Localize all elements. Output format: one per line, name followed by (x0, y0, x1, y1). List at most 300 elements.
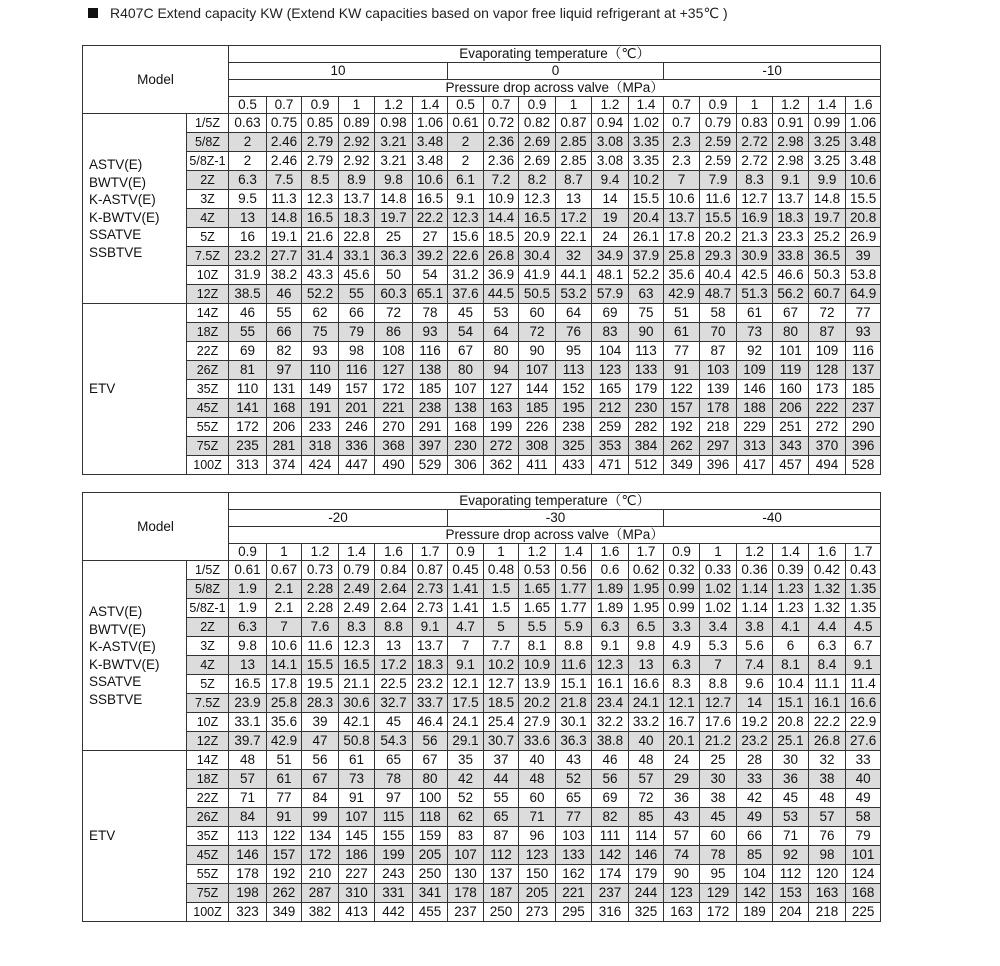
capacity-value-cell: 2.98 (773, 133, 809, 152)
capacity-value-cell: 42.9 (664, 285, 700, 304)
table-row (83, 209, 881, 228)
capacity-value-cell: 113 (629, 342, 664, 361)
pressure-value-header: 1.6 (809, 544, 846, 561)
capacity-value-cell: 75 (629, 304, 664, 323)
capacity-value-cell: 5.5 (519, 618, 556, 637)
capacity-value-cell: 2.46 (267, 152, 302, 171)
capacity-value-cell: 48.1 (592, 266, 629, 285)
pressure-value-header: 1.2 (737, 544, 773, 561)
capacity-value-cell: 23.2 (737, 732, 773, 751)
capacity-value-cell: 35 (448, 751, 484, 770)
capacity-value-cell: 20.8 (773, 713, 809, 732)
capacity-value-cell: 101 (846, 846, 881, 865)
capacity-value-cell: 157 (339, 380, 375, 399)
capacity-value-cell: 13 (375, 637, 413, 656)
pressure-value-header: 1.2 (519, 544, 556, 561)
capacity-value-cell: 113 (556, 361, 592, 380)
capacity-value-cell: 7.7 (484, 637, 519, 656)
capacity-value-cell: 90 (519, 342, 556, 361)
capacity-value-cell: 142 (592, 846, 629, 865)
capacity-value-cell: 1.35 (846, 580, 881, 599)
capacity-value-cell: 69 (592, 789, 629, 808)
model-size-cell: 14Z (187, 751, 229, 770)
capacity-value-cell: 7.2 (484, 171, 519, 190)
capacity-value-cell: 72 (629, 789, 664, 808)
capacity-value-cell: 35.6 (267, 713, 302, 732)
model-size-cell: 75Z (187, 884, 229, 903)
model-group-line: K-ASTV(E) (89, 192, 156, 207)
model-group-line: SSATVE (89, 674, 142, 689)
capacity-value-cell: 9.5 (229, 190, 267, 209)
capacity-value-cell: 1.14 (737, 599, 773, 618)
capacity-value-cell: 295 (556, 903, 592, 922)
capacity-value-cell: 0.36 (737, 561, 773, 580)
capacity-value-cell: 14 (592, 190, 629, 209)
capacity-value-cell: 71 (229, 789, 267, 808)
capacity-value-cell: 0.99 (664, 580, 700, 599)
capacity-value-cell: 24 (592, 228, 629, 247)
capacity-value-cell: 9.1 (413, 618, 448, 637)
capacity-value-cell: 55 (229, 323, 267, 342)
capacity-value-cell: 79 (339, 323, 375, 342)
capacity-value-cell: 3.8 (737, 618, 773, 637)
capacity-value-cell: 27 (413, 228, 448, 247)
temperature-header: -20 (229, 510, 448, 527)
capacity-value-cell: 43 (556, 751, 592, 770)
capacity-value-cell: 84 (302, 789, 339, 808)
capacity-value-cell: 163 (484, 399, 519, 418)
capacity-value-cell: 8.7 (556, 171, 592, 190)
capacity-value-cell: 50.8 (339, 732, 375, 751)
capacity-value-cell: 5 (484, 618, 519, 637)
capacity-value-cell: 47 (302, 732, 339, 751)
capacity-value-cell: 4.5 (846, 618, 881, 637)
capacity-value-cell: 2.69 (519, 133, 556, 152)
pressure-value-header: 0.9 (519, 97, 556, 114)
capacity-value-cell: 325 (556, 437, 592, 456)
capacity-value-cell: 42 (448, 770, 484, 789)
capacity-value-cell: 2.3 (664, 152, 700, 171)
capacity-value-cell: 199 (375, 846, 413, 865)
capacity-value-cell: 12.1 (448, 675, 484, 694)
capacity-value-cell: 172 (229, 418, 267, 437)
capacity-value-cell: 157 (267, 846, 302, 865)
capacity-value-cell: 133 (629, 361, 664, 380)
capacity-value-cell: 13.9 (519, 675, 556, 694)
capacity-value-cell: 115 (375, 808, 413, 827)
capacity-value-cell: 54 (413, 266, 448, 285)
capacity-value-cell: 94 (484, 361, 519, 380)
capacity-value-cell: 11.1 (809, 675, 846, 694)
capacity-value-cell: 0.82 (519, 114, 556, 133)
capacity-value-cell: 457 (773, 456, 809, 475)
capacity-value-cell: 287 (302, 884, 339, 903)
capacity-value-cell: 19.1 (267, 228, 302, 247)
capacity-value-cell: 128 (809, 361, 846, 380)
pressure-value-header: 1.7 (413, 544, 448, 561)
capacity-value-cell: 34.9 (592, 247, 629, 266)
pressure-drop-header: Pressure drop across valve（MPa） (229, 527, 881, 544)
model-group-line: K-BWTV(E) (89, 209, 160, 225)
capacity-value-cell: 25 (700, 751, 737, 770)
capacity-value-cell: 53 (773, 808, 809, 827)
capacity-value-cell: 36.9 (484, 266, 519, 285)
model-size-cell: 1/5Z (187, 114, 229, 133)
capacity-value-cell: 19.7 (375, 209, 413, 228)
capacity-value-cell: 42.1 (339, 713, 375, 732)
capacity-value-cell: 1.02 (700, 599, 737, 618)
capacity-value-cell: 66 (737, 827, 773, 846)
capacity-value-cell: 2.49 (339, 580, 375, 599)
capacity-value-cell: 221 (375, 399, 413, 418)
capacity-value-cell: 87 (484, 827, 519, 846)
capacity-value-cell: 104 (737, 865, 773, 884)
capacity-value-cell: 155 (375, 827, 413, 846)
capacity-value-cell: 57 (809, 808, 846, 827)
model-size-cell: 12Z (187, 285, 229, 304)
capacity-value-cell: 76 (809, 827, 846, 846)
capacity-value-cell: 33.2 (629, 713, 664, 732)
capacity-value-cell: 0.72 (484, 114, 519, 133)
capacity-value-cell: 3.25 (809, 133, 846, 152)
table-row (83, 713, 881, 732)
capacity-value-cell: 39 (302, 713, 339, 732)
capacity-value-cell: 69 (592, 304, 629, 323)
capacity-value-cell: 50.3 (809, 266, 846, 285)
capacity-value-cell: 29.1 (448, 732, 484, 751)
capacity-value-cell: 1.14 (737, 580, 773, 599)
capacity-value-cell: 222 (809, 399, 846, 418)
capacity-value-cell: 8.2 (519, 171, 556, 190)
capacity-value-cell: 70 (700, 323, 737, 342)
capacity-value-cell: 396 (700, 456, 737, 475)
capacity-value-cell: 29 (664, 770, 700, 789)
temperature-header: 10 (229, 63, 448, 80)
capacity-value-cell: 118 (413, 808, 448, 827)
capacity-value-cell: 20.9 (519, 228, 556, 247)
capacity-value-cell: 67 (773, 304, 809, 323)
capacity-value-cell: 316 (592, 903, 629, 922)
pressure-value-header: 0.9 (664, 544, 700, 561)
capacity-value-cell: 2.73 (413, 599, 448, 618)
capacity-value-cell: 10.9 (519, 656, 556, 675)
capacity-value-cell: 36.5 (809, 247, 846, 266)
pressure-value-header: 1 (339, 97, 375, 114)
capacity-value-cell: 103 (700, 361, 737, 380)
capacity-value-cell: 12.3 (448, 209, 484, 228)
capacity-value-cell: 310 (339, 884, 375, 903)
model-size-cell: 4Z (187, 209, 229, 228)
capacity-value-cell: 146 (629, 846, 664, 865)
capacity-value-cell: 0.45 (448, 561, 484, 580)
capacity-value-cell: 51 (664, 304, 700, 323)
capacity-value-cell: 11.3 (267, 190, 302, 209)
capacity-value-cell: 53.2 (556, 285, 592, 304)
capacity-value-cell: 8.1 (773, 656, 809, 675)
pressure-value-header: 1 (267, 544, 302, 561)
capacity-value-cell: 233 (302, 418, 339, 437)
model-size-cell: 3Z (187, 637, 229, 656)
table-row (83, 228, 881, 247)
capacity-value-cell: 0.98 (375, 114, 413, 133)
capacity-value-cell: 250 (413, 865, 448, 884)
model-group-line: SSBTVE (89, 244, 143, 260)
capacity-value-cell: 7.9 (700, 171, 737, 190)
capacity-value-cell: 243 (375, 865, 413, 884)
capacity-value-cell: 9.1 (448, 190, 484, 209)
model-size-cell: 45Z (187, 399, 229, 418)
capacity-value-cell: 90 (629, 323, 664, 342)
capacity-value-cell: 138 (413, 361, 448, 380)
capacity-value-cell: 61 (737, 304, 773, 323)
capacity-value-cell: 262 (664, 437, 700, 456)
capacity-value-cell: 2.64 (375, 599, 413, 618)
model-group-label (83, 304, 187, 475)
capacity-value-cell: 123 (664, 884, 700, 903)
capacity-value-cell: 26.9 (846, 228, 881, 247)
capacity-value-cell: 16.5 (229, 675, 267, 694)
pressure-value-header: 0.5 (448, 97, 484, 114)
capacity-value-cell: 19.2 (737, 713, 773, 732)
capacity-value-cell: 227 (339, 865, 375, 884)
capacity-value-cell: 96 (519, 827, 556, 846)
capacity-value-cell: 2.36 (484, 133, 519, 152)
capacity-value-cell: 56 (302, 751, 339, 770)
model-size-cell: 5Z (187, 675, 229, 694)
pressure-value-header: 1.6 (375, 544, 413, 561)
capacity-value-cell: 341 (413, 884, 448, 903)
capacity-value-cell: 2.1 (267, 599, 302, 618)
capacity-value-cell: 112 (484, 846, 519, 865)
capacity-value-cell: 73 (339, 770, 375, 789)
capacity-value-cell: 382 (302, 903, 339, 922)
model-size-cell: 45Z (187, 846, 229, 865)
capacity-value-cell: 237 (846, 399, 881, 418)
capacity-value-cell: 93 (413, 323, 448, 342)
capacity-value-cell: 424 (302, 456, 339, 475)
capacity-value-cell: 64.9 (846, 285, 881, 304)
capacity-value-cell: 490 (375, 456, 413, 475)
capacity-value-cell: 353 (592, 437, 629, 456)
model-size-cell: 55Z (187, 865, 229, 884)
capacity-value-cell: 318 (302, 437, 339, 456)
model-size-cell: 10Z (187, 266, 229, 285)
capacity-value-cell: 362 (484, 456, 519, 475)
capacity-value-cell: 92 (737, 342, 773, 361)
model-size-cell: 3Z (187, 190, 229, 209)
capacity-value-cell: 112 (773, 865, 809, 884)
model-size-cell: 26Z (187, 808, 229, 827)
capacity-value-cell: 0.73 (302, 561, 339, 580)
capacity-value-cell: 45 (773, 789, 809, 808)
model-size-cell: 10Z (187, 713, 229, 732)
table-row (83, 865, 881, 884)
capacity-value-cell: 1.77 (556, 599, 592, 618)
capacity-value-cell: 7 (700, 656, 737, 675)
table-row (83, 114, 881, 133)
capacity-value-cell: 30.4 (519, 247, 556, 266)
capacity-value-cell: 77 (664, 342, 700, 361)
capacity-value-cell: 2.85 (556, 152, 592, 171)
capacity-value-cell: 11.6 (302, 637, 339, 656)
pressure-value-header: 0.7 (484, 97, 519, 114)
capacity-value-cell: 54.3 (375, 732, 413, 751)
capacity-value-cell: 17.6 (700, 713, 737, 732)
capacity-value-cell: 27.6 (846, 732, 881, 751)
capacity-value-cell: 297 (700, 437, 737, 456)
pressure-value-header: 1.4 (556, 544, 592, 561)
capacity-value-cell: 22.2 (809, 713, 846, 732)
capacity-value-cell: 225 (846, 903, 881, 922)
capacity-value-cell: 16.6 (846, 694, 881, 713)
capacity-value-cell: 67 (413, 751, 448, 770)
capacity-value-cell: 455 (413, 903, 448, 922)
capacity-value-cell: 13 (629, 656, 664, 675)
capacity-value-cell: 123 (519, 846, 556, 865)
capacity-value-cell: 25.8 (267, 694, 302, 713)
capacity-value-cell: 2.49 (339, 599, 375, 618)
capacity-value-cell: 168 (846, 884, 881, 903)
capacity-value-cell: 290 (846, 418, 881, 437)
capacity-value-cell: 91 (339, 789, 375, 808)
capacity-value-cell: 4.9 (664, 637, 700, 656)
capacity-value-cell: 14 (737, 694, 773, 713)
capacity-value-cell: 119 (773, 361, 809, 380)
model-size-cell: 55Z (187, 418, 229, 437)
model-size-cell: 7.5Z (187, 247, 229, 266)
capacity-value-cell: 0.32 (664, 561, 700, 580)
capacity-value-cell: 33.7 (413, 694, 448, 713)
capacity-table-low (82, 492, 881, 922)
capacity-value-cell: 20.8 (846, 209, 881, 228)
capacity-value-cell: 36 (664, 789, 700, 808)
table-row (83, 266, 881, 285)
model-size-cell: 18Z (187, 770, 229, 789)
capacity-value-cell: 30.1 (556, 713, 592, 732)
model-size-cell: 5Z (187, 228, 229, 247)
capacity-value-cell: 60.3 (375, 285, 413, 304)
table-row (83, 171, 881, 190)
capacity-value-cell: 1.35 (846, 599, 881, 618)
capacity-value-cell: 0.62 (629, 561, 664, 580)
capacity-value-cell: 12.3 (519, 190, 556, 209)
capacity-value-cell: 45.6 (339, 266, 375, 285)
capacity-value-cell: 44.5 (484, 285, 519, 304)
capacity-value-cell: 244 (629, 884, 664, 903)
capacity-value-cell: 12.3 (302, 190, 339, 209)
capacity-value-cell: 0.33 (700, 561, 737, 580)
capacity-value-cell: 349 (267, 903, 302, 922)
capacity-value-cell: 168 (267, 399, 302, 418)
capacity-value-cell: 185 (413, 380, 448, 399)
capacity-value-cell: 116 (413, 342, 448, 361)
capacity-value-cell: 130 (448, 865, 484, 884)
table-row (83, 903, 881, 922)
capacity-value-cell: 0.89 (339, 114, 375, 133)
capacity-value-cell: 15.5 (629, 190, 664, 209)
capacity-value-cell: 57.9 (592, 285, 629, 304)
capacity-value-cell: 0.87 (556, 114, 592, 133)
pressure-value-header: 0.7 (664, 97, 700, 114)
capacity-value-cell: 9.8 (375, 171, 413, 190)
capacity-value-cell: 218 (700, 418, 737, 437)
model-group-line: SSATVE (89, 227, 142, 242)
capacity-value-cell: 9.1 (448, 656, 484, 675)
capacity-value-cell: 52 (448, 789, 484, 808)
capacity-value-cell: 40 (629, 732, 664, 751)
capacity-value-cell: 39.2 (413, 247, 448, 266)
capacity-value-cell: 0.42 (809, 561, 846, 580)
capacity-value-cell: 31.4 (302, 247, 339, 266)
capacity-value-cell: 24 (664, 751, 700, 770)
capacity-value-cell: 13.7 (339, 190, 375, 209)
capacity-value-cell: 48 (229, 751, 267, 770)
capacity-value-cell: 22.8 (339, 228, 375, 247)
capacity-value-cell: 25.8 (664, 247, 700, 266)
capacity-value-cell: 1.02 (700, 580, 737, 599)
capacity-value-cell: 95 (700, 865, 737, 884)
capacity-value-cell: 21.8 (556, 694, 592, 713)
capacity-value-cell: 23.3 (773, 228, 809, 247)
table-row (83, 618, 881, 637)
capacity-value-cell: 32 (809, 751, 846, 770)
capacity-value-cell: 270 (375, 418, 413, 437)
capacity-value-cell: 12.1 (664, 694, 700, 713)
capacity-value-cell: 122 (664, 380, 700, 399)
capacity-value-cell: 120 (809, 865, 846, 884)
capacity-value-cell: 16.5 (302, 209, 339, 228)
capacity-value-cell: 15.6 (448, 228, 484, 247)
capacity-value-cell: 1.89 (592, 599, 629, 618)
capacity-value-cell: 18.3 (339, 209, 375, 228)
capacity-value-cell: 39 (846, 247, 881, 266)
capacity-value-cell: 30.7 (484, 732, 519, 751)
capacity-value-cell: 79 (846, 827, 881, 846)
capacity-value-cell: 85 (629, 808, 664, 827)
capacity-value-cell: 113 (229, 827, 267, 846)
capacity-value-cell: 2.79 (302, 133, 339, 152)
capacity-value-cell: 3.3 (664, 618, 700, 637)
capacity-value-cell: 291 (413, 418, 448, 437)
capacity-value-cell: 52.2 (302, 285, 339, 304)
capacity-value-cell: 65.1 (413, 285, 448, 304)
capacity-value-cell: 11.6 (556, 656, 592, 675)
capacity-value-cell: 0.43 (846, 561, 881, 580)
capacity-value-cell: 272 (484, 437, 519, 456)
capacity-value-cell: 384 (629, 437, 664, 456)
capacity-value-cell: 2 (448, 152, 484, 171)
capacity-value-cell: 10.6 (846, 171, 881, 190)
capacity-value-cell: 37.9 (629, 247, 664, 266)
model-size-cell: 2Z (187, 171, 229, 190)
capacity-value-cell: 80 (773, 323, 809, 342)
capacity-value-cell: 57 (629, 770, 664, 789)
capacity-value-cell: 21.2 (700, 732, 737, 751)
capacity-value-cell: 0.83 (737, 114, 773, 133)
capacity-value-cell: 0.61 (229, 561, 267, 580)
capacity-value-cell: 22.1 (556, 228, 592, 247)
capacity-value-cell: 3.21 (375, 152, 413, 171)
table-row (83, 884, 881, 903)
capacity-value-cell: 32.2 (592, 713, 629, 732)
table-row (83, 304, 881, 323)
capacity-value-cell: 1.95 (629, 580, 664, 599)
capacity-value-cell: 5.3 (700, 637, 737, 656)
capacity-value-cell: 36.3 (556, 732, 592, 751)
capacity-value-cell: 51.3 (737, 285, 773, 304)
capacity-value-cell: 179 (629, 865, 664, 884)
capacity-value-cell: 9.1 (773, 171, 809, 190)
